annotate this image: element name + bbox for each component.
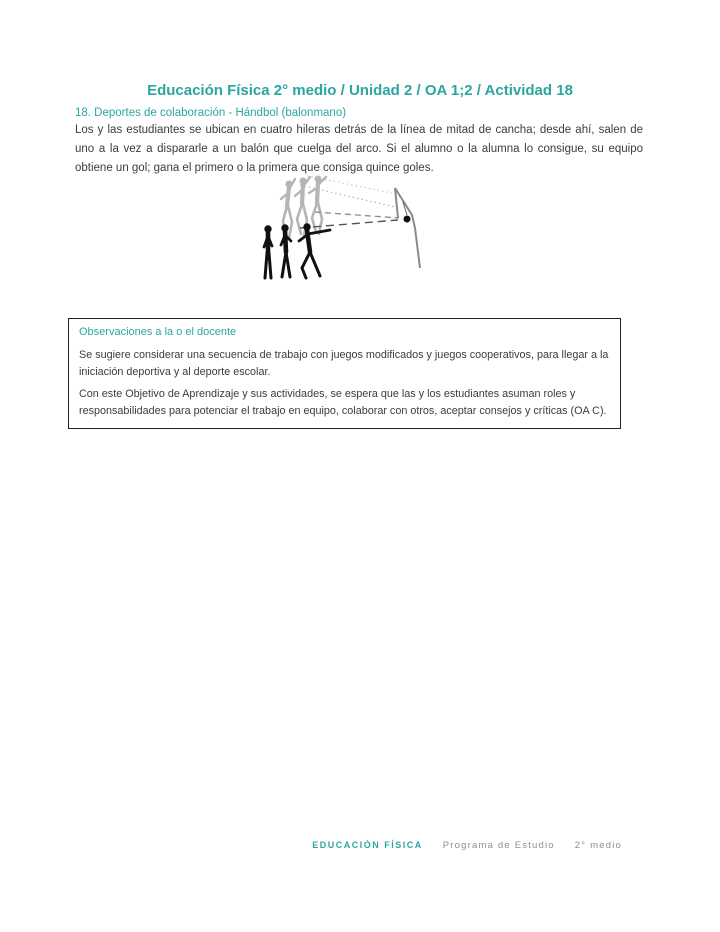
observations-paragraph-1: Se sugiere considerar una secuencia de trabajo con juegos modificados y juegos cooperativos, para llegar a la iniciación deportiva y al deporte escolar.: [79, 349, 609, 378]
goal-post: [395, 188, 420, 268]
observations-title: Observaciones a la o el docente: [79, 326, 237, 338]
footer-subject: EDUCACIÓN FÍSICA: [312, 840, 423, 850]
footer-grade: 2° medio: [574, 840, 622, 851]
handball-illustration: [252, 168, 452, 293]
footer-document: Programa de Estudio: [442, 840, 555, 851]
page-footer: [312, 840, 622, 851]
player-silhouettes: [264, 224, 330, 278]
activity-description: Los y las estudiantes se ubican en cuatro hileras detrás de la línea de mitad de cancha; desde ahí, salen de uno a la vez a dispararle a un balón que cuelga del arco. Si el alumno o la alumna lo consigue, su equipo obtiene un gol; gana el primero o la primera que consiga quince goles.: [75, 124, 643, 174]
throw-trajectory-lines: [300, 176, 399, 228]
page-title: Educación Física 2° medio / Unidad 2 / OA 1;2 / Actividad 18: [147, 82, 573, 99]
observations-paragraph-2: Con este Objetivo de Aprendizaje y sus actividades, se espera que las y los estudiantes asuman roles y responsabilidades para potenciar el trabajo en equipo, colaborar con otros, aceptar consejos y críticas (OA C).: [79, 388, 607, 417]
activity-heading: 18. Deportes de colaboración - Hándbol (balonmano): [75, 107, 347, 119]
teacher-observations-box: [68, 318, 621, 429]
